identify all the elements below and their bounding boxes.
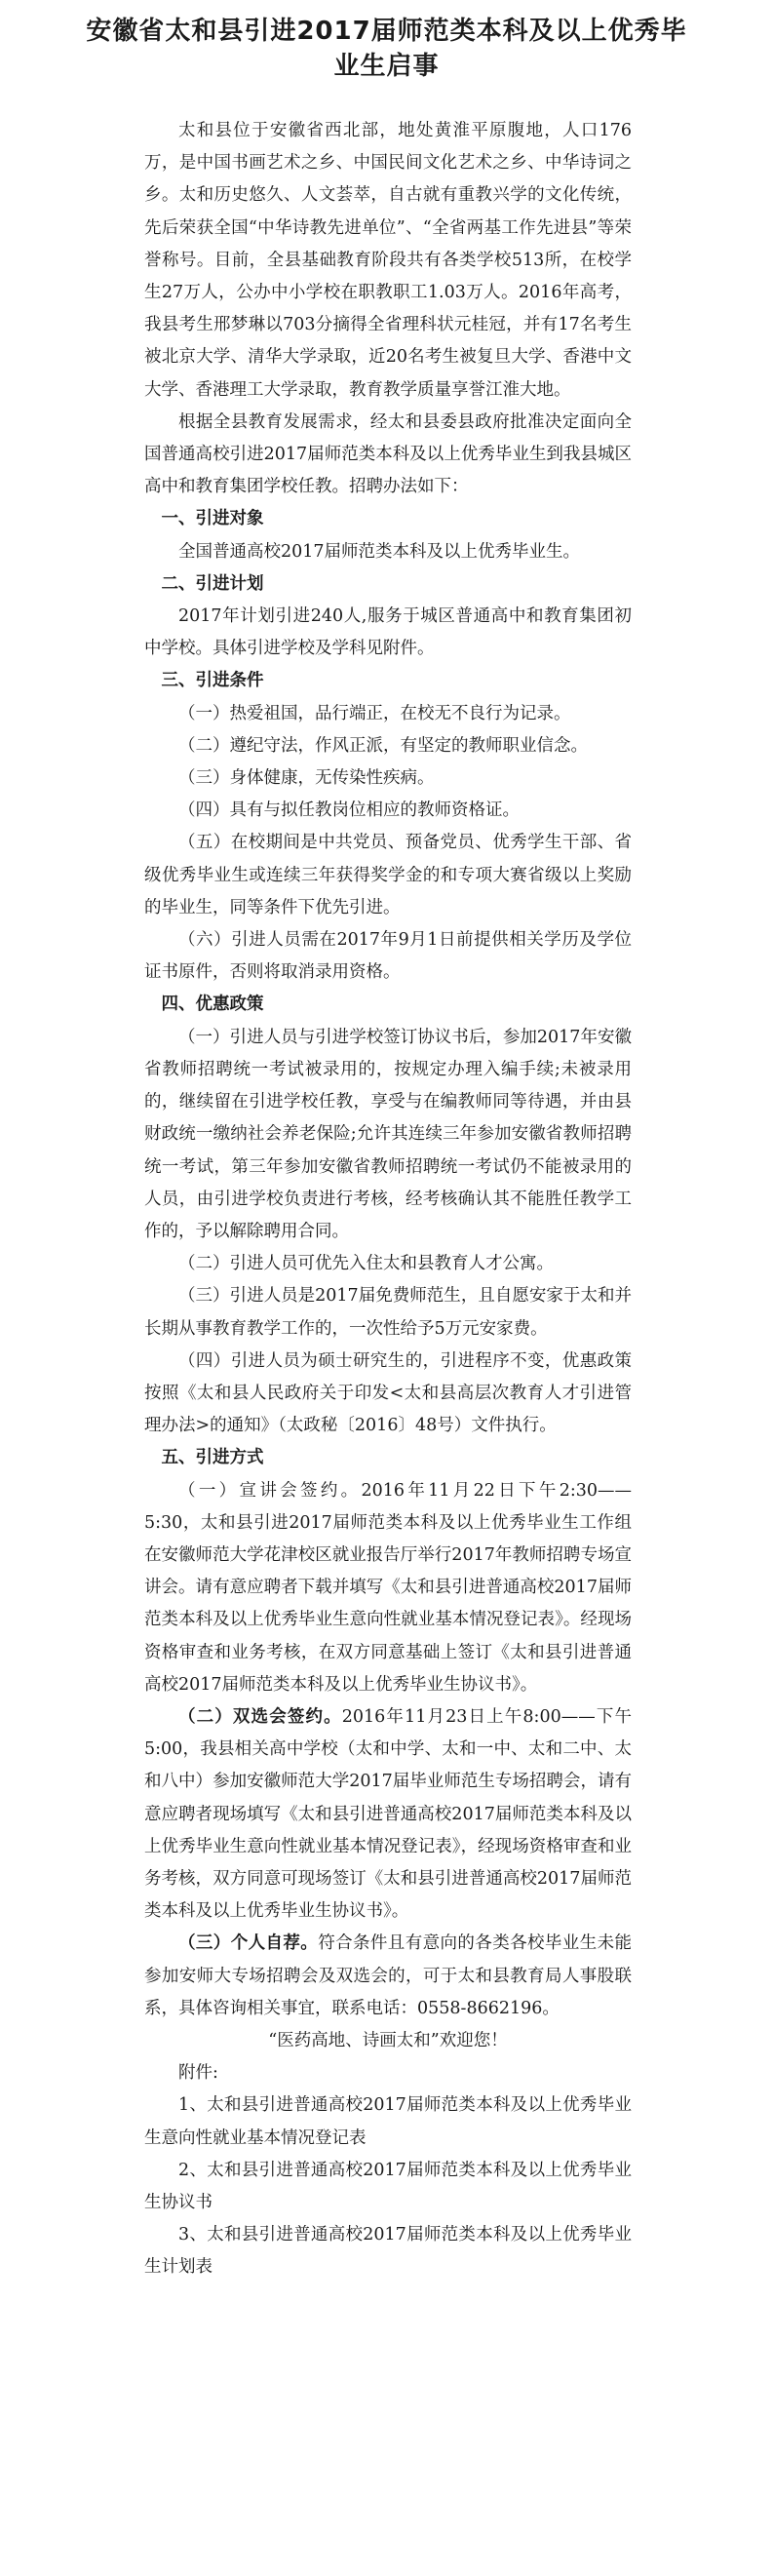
method-lead-fair: （二）双选会签约。 xyxy=(178,1706,342,1727)
section-heading-plan: 二、引进计划 xyxy=(161,573,264,594)
method-lead-briefing: （一）宣讲会签约。 xyxy=(178,1480,362,1501)
condition-item: （五）在校期间是中共党员、预备党员、优秀学生干部、省级优秀毕业生或连续三年获得奖学金的和专项大赛省级以上奖励的毕业生，同等条件下优先引进。 xyxy=(144,833,632,917)
method-body-self: 符合条件且有意向的各类各校毕业生未能参加安师大专场招聘会及双选会的，可于太和县教育局人事股联系，具体咨询相关事宜，联系电话：0558-8662196。 xyxy=(144,1933,633,2018)
method-paragraph-briefing xyxy=(144,1475,632,1701)
policy-item: （一）引进人员与引进学校签订协议书后，参加2017年安徽省教师招聘统一考试被录用的，按规定办理入编手续;未被录用的，继续留在引进学校任教，享受与在编教师同等待遇，并由县财政统一缴纳社会养老保险;允许其连续三年参加安徽省教师招聘统一考试，第三年参加安徽省教师招聘统一考试仍不能被录用的人员，由引进学校负责进行考核，经考核确认其不能胜任教学工作的，予以解除聘用合同。 xyxy=(144,1027,632,1241)
attachment-item: 1、太和县引进普通高校2017届师范类本科及以上优秀毕业生意向性就业基本情况登记表 xyxy=(144,2095,632,2148)
intro-paragraph-2: 根据全县教育发展需求，经太和县委县政府批准决定面向全国普通高校引进2017届师范类本科及以上优秀毕业生到我县城区高中和教育集团学校任教。招聘办法如下： xyxy=(144,411,632,497)
section-heading-conditions: 三、引进条件 xyxy=(161,671,264,691)
condition-item: （六）引进人员需在2017年9月1日前提供相关学历及学位证书原件，否则将取消录用资格。 xyxy=(144,930,632,983)
slogan: “医药高地、诗画太和”欢迎您！ xyxy=(268,2030,508,2050)
targets-paragraph: 全国普通高校2017届师范类本科及以上优秀毕业生。 xyxy=(178,541,581,562)
condition-item: （三）身体健康，无传染性疾病。 xyxy=(178,768,435,789)
section-heading-policies: 四、优惠政策 xyxy=(161,995,264,1015)
method-body-fair: 2016年11月23日上午8:00——下午5:00，我县相关高中学校（太和中学、太和一中、太和二中、太和八中）参加安徽师范大学2017届毕业师范生专场招聘会，请有意应聘者现场填写《太和县引进普通高校2017届师范类本科及以上优秀毕业生意向性就业基本情况登记表》，经现场资格审查和业务考核，双方同意可现场签订《太和县引进普通高校2017届师范类本科及以上优秀毕业生协议书》。 xyxy=(144,1706,633,1922)
policy-item: （三）引进人员是2017届免费师范生，且自愿安家于太和并长期从事教育教学工作的，一次性给予5万元安家费。 xyxy=(144,1286,632,1339)
method-paragraph-fair xyxy=(144,1701,632,1928)
policy-item: （四）引进人员为硕士研究生的，引进程序不变，优惠政策按照《太和县人民政府关于印发<太和县高层次教育人才引进管理办法>的通知》（太政秘〔2016〕48号）文件执行。 xyxy=(144,1350,632,1436)
policy-item: （二）引进人员可优先入住太和县教育人才公寓。 xyxy=(178,1254,554,1274)
section-heading-methods: 五、引进方式 xyxy=(161,1448,264,1468)
method-body-briefing: 2016年11月22日下午2:30——5:30，太和县引进2017届师范类本科及以上优秀毕业生工作组在安徽师范大学花津校区就业报告厅举行2017年教师招聘专场宣讲会。请有意应聘者下载并填写《太和县引进普通高校2017届师范类本科及以上优秀毕业生意向性就业基本情况登记表》。经现场资格审查和业务考核，在双方同意基础上签订《太和县引进普通高校2017届师范类本科及以上优秀毕业生协议书》。 xyxy=(144,1480,633,1695)
attachments-label: 附件: xyxy=(178,2063,218,2084)
plan-paragraph: 2017年计划引进240人,服务于城区普通高中和教育集团初中学校。具体引进学校及学科见附件。 xyxy=(144,606,632,659)
condition-item: （二）遵纪守法，作风正派，有坚定的教师职业信念。 xyxy=(178,735,588,756)
attachment-item: 3、太和县引进普通高校2017届师范类本科及以上优秀毕业生计划表 xyxy=(144,2225,632,2278)
condition-item: （一）热爱祖国，品行端正，在校无不良行为记录。 xyxy=(178,703,571,723)
method-paragraph-self xyxy=(144,1928,632,2025)
notice-body xyxy=(144,115,632,2284)
notice-title: 安徽省太和县引进2017届师范类本科及以上优秀毕业生启事 xyxy=(86,17,687,81)
condition-item: （四）具有与拟任教岗位相应的教师资格证。 xyxy=(178,800,520,821)
intro-paragraph-1: 太和县位于安徽省西北部，地处黄淮平原腹地，人口176万，是中国书画艺术之乡、中国民间文化艺术之乡、中华诗词之乡。太和历史悠久、人文荟萃，自古就有重教兴学的文化传统，先后荣获全国“中华诗教先进单位”、“全省两基工作先进县”等荣誉称号。目前，全县基础教育阶段共有各类学校513所，在校学生27万人，公办中小学校在职教职工1.03万人。2016年高考，我县考生邢梦琳以703分摘得全省理科状元桂冠，并有17名考生被北京大学、清华大学录取，近20名考生被复旦大学、香港中文大学、香港理工大学录取，教育教学质量享誉江淮大地。 xyxy=(144,121,632,400)
method-lead-self: （三）个人自荐。 xyxy=(178,1933,319,1954)
attachment-item: 2、太和县引进普通高校2017届师范类本科及以上优秀毕业生协议书 xyxy=(144,2160,632,2212)
section-heading-targets: 一、引进对象 xyxy=(161,509,264,529)
